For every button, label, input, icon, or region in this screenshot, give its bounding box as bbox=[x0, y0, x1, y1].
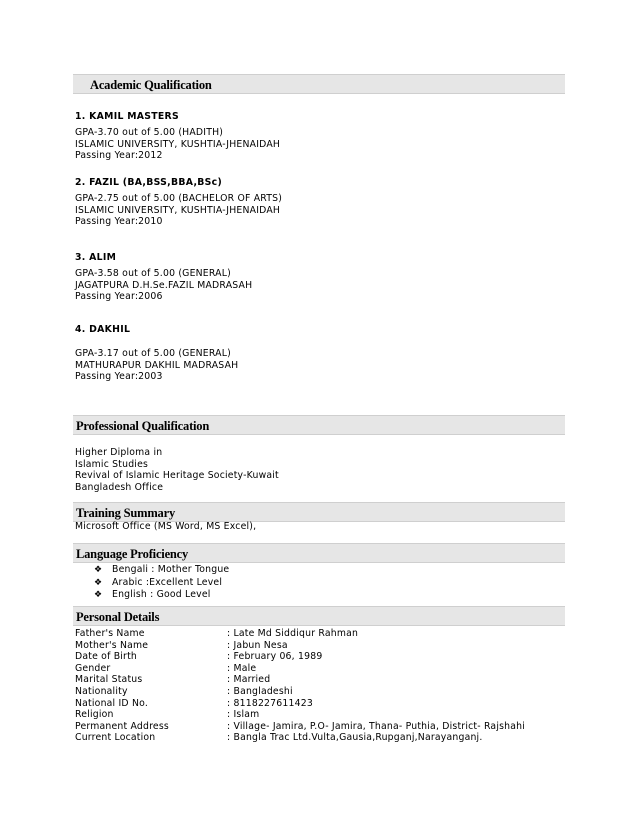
detail-line: MATHURAPUR DAKHIL MADRASAH bbox=[75, 359, 239, 371]
academic-item-title: 1. KAMIL MASTERS bbox=[75, 111, 179, 122]
detail-line: JAGATPURA D.H.Se.FAZIL MADRASAH bbox=[75, 279, 253, 291]
training-heading: Training Summary bbox=[73, 502, 565, 522]
academic-item-title: 2. FAZIL (BA,BSS,BBA,BSc) bbox=[75, 177, 223, 188]
diamond-bullet-icon: ❖ bbox=[94, 577, 103, 588]
language-list bbox=[94, 564, 229, 602]
table-row: National ID No. : 8118227611423 bbox=[75, 697, 313, 709]
detail-line: GPA-3.58 out of 5.00 (GENERAL) bbox=[75, 268, 231, 279]
personal-details-table bbox=[75, 628, 525, 744]
detail-line: ISLAMIC UNIVERSITY, KUSHTIA-JHENAIDAH bbox=[75, 204, 281, 216]
academic-item-details bbox=[75, 268, 252, 303]
detail-line: Passing Year:2010 bbox=[75, 216, 163, 228]
personal-heading: Personal Details bbox=[73, 606, 565, 626]
detail-line: Bangladesh Office bbox=[75, 481, 164, 493]
academic-item-title: 3. ALIM bbox=[75, 252, 117, 263]
table-row: Nationality : Bangladeshi bbox=[75, 685, 293, 697]
detail-line: Islamic Studies bbox=[75, 458, 149, 470]
table-row: Gender : Male bbox=[75, 662, 257, 674]
table-row: Religion : Islam bbox=[75, 709, 260, 721]
list-item: ❖ English : Good Level bbox=[94, 589, 211, 601]
academic-item-title: 4. DAKHIL bbox=[75, 324, 131, 335]
professional-heading: Professional Qualification bbox=[73, 415, 565, 435]
training-details bbox=[75, 521, 256, 533]
detail-line: Passing Year:2003 bbox=[75, 371, 163, 383]
table-row: Date of Birth : February 06, 1989 bbox=[75, 651, 323, 663]
professional-details bbox=[75, 447, 279, 493]
detail-line: GPA-3.70 out of 5.00 (HADITH) bbox=[75, 127, 224, 138]
academic-item-details bbox=[75, 127, 280, 162]
detail-line: Passing Year:2006 bbox=[75, 291, 163, 303]
language-heading: Language Proficiency bbox=[73, 543, 565, 563]
academic-item-details bbox=[75, 193, 282, 228]
list-item: ❖ Bengali : Mother Tongue bbox=[94, 564, 230, 575]
detail-line: GPA-3.17 out of 5.00 (GENERAL) bbox=[75, 348, 231, 359]
detail-line: Higher Diploma in bbox=[75, 447, 163, 458]
table-row: Mother's Name : Jabun Nesa bbox=[75, 639, 288, 651]
academic-item-details bbox=[75, 348, 238, 383]
table-row: Marital Status : Married bbox=[75, 674, 271, 686]
detail-line: Microsoft Office (MS Word, MS Excel), bbox=[75, 521, 257, 532]
detail-line: ISLAMIC UNIVERSITY, KUSHTIA-JHENAIDAH bbox=[75, 138, 281, 150]
diamond-bullet-icon: ❖ bbox=[94, 590, 103, 601]
table-row: Permanent Address : Village- Jamira, P.O- Jamira, Thana- Puthia, District- Rajshahi bbox=[75, 720, 526, 732]
detail-line: Revival of Islamic Heritage Society-Kuwait bbox=[75, 470, 279, 482]
list-item: ❖ Arabic :Excellent Level bbox=[94, 576, 223, 588]
detail-line: GPA-2.75 out of 5.00 (BACHELOR OF ARTS) bbox=[75, 193, 283, 204]
table-row: Father's Name : Late Md Siddiqur Rahman bbox=[75, 628, 359, 639]
detail-line: Passing Year:2012 bbox=[75, 150, 163, 162]
table-row: Current Location : Bangla Trac Ltd.Vulta,Gausia,Rupganj,Narayanganj. bbox=[75, 732, 483, 744]
academic-heading: Academic Qualification bbox=[73, 74, 565, 94]
diamond-bullet-icon: ❖ bbox=[94, 565, 103, 575]
